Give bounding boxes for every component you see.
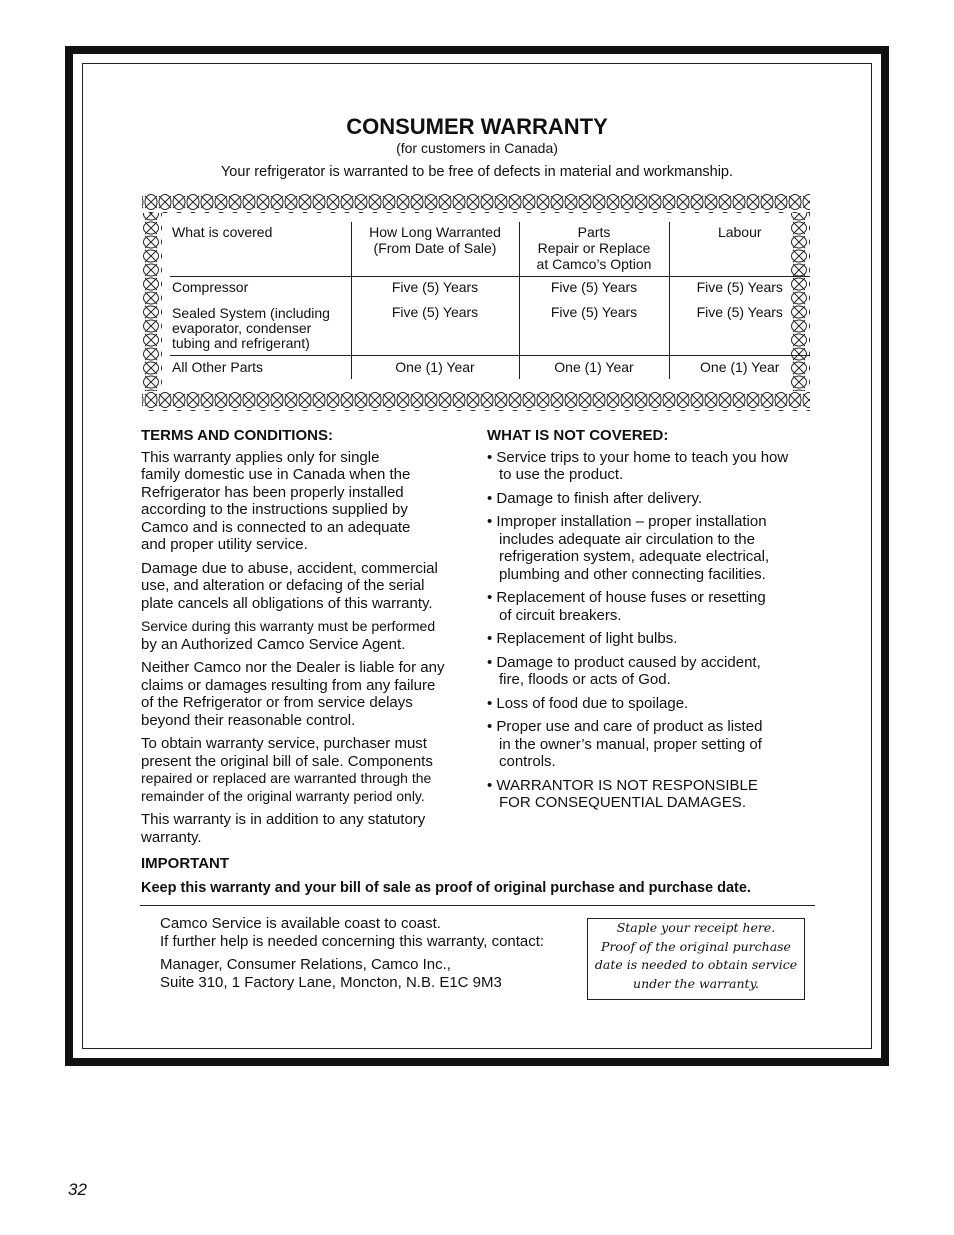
important-heading: IMPORTANT	[141, 855, 230, 872]
list-item: • Damage to product caused by accident, fire, floods or acts of God.	[487, 653, 761, 688]
table-row: Compressor Five (5) Years Five (5) Years Five (5) Years	[170, 277, 810, 300]
list-item: • Replacement of light bulbs.	[487, 630, 678, 647]
divider	[140, 905, 815, 906]
terms-paragraph: Neither Camco nor the Dealer is liable for any claims or damages resulting from any failure of the Refrigerator or from service delays beyond their reasonable control.	[141, 659, 445, 729]
list-item: • Damage to finish after delivery.	[487, 489, 703, 507]
terms-heading: TERMS AND CONDITIONS:	[141, 427, 333, 444]
terms-paragraph: This warranty applies only for single family domestic use in Canada when the Refrigerator has been properly installed according to the instructions supplied by Camco and is connected to an adequate and proper utility service.	[141, 448, 411, 553]
terms-section	[141, 427, 481, 852]
header-what-covered: What is covered	[170, 222, 351, 277]
intro-text: Your refrigerator is warranted to be free of defects in material and workmanship.	[220, 164, 734, 180]
not-covered-heading: WHAT IS NOT COVERED:	[487, 427, 669, 444]
terms-paragraph: To obtain warranty service, purchaser must present the original bill of sale. Components repaired or replaced are warranted through the remainder of the original warranty period only.	[141, 735, 433, 804]
table-header-row	[170, 222, 810, 277]
list-item: • Loss of food due to spoilage.	[487, 694, 689, 712]
staple-receipt-box: Staple your receipt here. Proof of the original purchase date is needed to obtain service under the warranty.	[587, 918, 805, 1000]
warranty-table	[170, 222, 810, 379]
terms-paragraph: Service during this warranty must be performed by an Authorized Camco Service Agent.	[141, 618, 436, 653]
header-how-long: How Long Warranted (From Date of Sale)	[351, 222, 519, 277]
page-subtitle: (for customers in Canada)	[396, 140, 558, 156]
table-row: Sealed System (including evaporator, condenser tubing and refrigerant) Five (5) Years Five (5) Years Five (5) Years	[170, 300, 810, 356]
terms-paragraph: Damage due to abuse, accident, commercial use, and alteration or defacing of the serial plate cancels all obligations of this warranty.	[141, 559, 438, 612]
list-item: • Proper use and care of product as listed in the owner’s manual, proper setting of controls.	[487, 718, 763, 770]
list-item: • WARRANTOR IS NOT RESPONSIBLE FOR CONSEQUENTIAL DAMAGES.	[487, 776, 758, 811]
not-covered-section	[487, 427, 817, 818]
page-title: CONSUMER WARRANTY	[346, 114, 608, 139]
contact-block: Camco Service is available coast to coast. If further help is needed concerning this warranty, contact: Manager, Consumer Relations, Camco Inc., Suite 310, 1 Factory Lane, Moncton, N.B. E1C 9M3	[160, 915, 545, 991]
list-item: • Improper installation – proper installation includes adequate air circulation to the refrigeration system, adequate electrical, plumbing and other connecting facilities.	[487, 513, 770, 583]
terms-paragraph: This warranty is in addition to any statutory warranty.	[141, 811, 426, 846]
list-item: • Replacement of house fuses or resetting of circuit breakers.	[487, 589, 766, 624]
table-row: All Other Parts One (1) Year One (1) Year One (1) Year	[170, 355, 810, 379]
header-labour: Labour	[669, 222, 810, 277]
list-item: • Service trips to your home to teach you how to use the product.	[487, 448, 789, 483]
important-text: Keep this warranty and your bill of sale as proof of original purchase and purchase date.	[141, 880, 751, 896]
header-parts: Parts Repair or Replace at Camco’s Option	[519, 222, 669, 277]
page-number: 32	[68, 1180, 87, 1199]
